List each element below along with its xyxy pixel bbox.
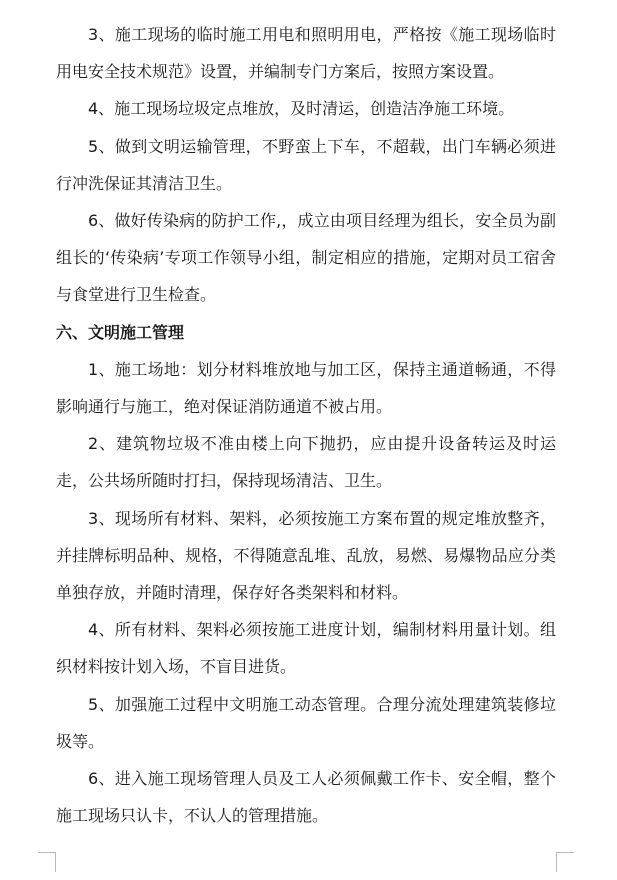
paragraph-civil-2-waste: 2、建筑物垃圾不准由楼上向下抛扔，应由提升设备转运及时运走，公共场所随时打扫，保持现场清洁、卫生。	[56, 434, 556, 491]
margin-corner-mark-right	[556, 852, 574, 853]
section-heading: 六、文明施工管理	[56, 322, 185, 342]
paragraph-civil-6-badge: 6、进入施工现场管理人员及工人必须佩戴工作卡、安全帽，整个施工现场只认卡，不认人的管理措施。	[56, 769, 556, 826]
paragraph-item-4-garbage: 4、施工现场垃圾定点堆放，及时清运，创造洁净施工环境。	[88, 99, 515, 119]
margin-corner-mark-left-vertical	[55, 852, 56, 872]
margin-corner-mark-right-vertical	[556, 852, 557, 872]
paragraph-civil-1-site: 1、施工场地：划分材料堆放地与加工区，保持主通道畅通，不得影响通行与施工，绝对保证消防通道不被占用。	[56, 359, 556, 417]
paragraph-item-6-epidemic: 6、做好传染病的防护工作,，成立由项目经理为组长，安全员为副组长的‘传染病’专项工作领导小组，制定相应的措施，定期对员工宿舍与食堂进行卫生检查。	[56, 211, 556, 305]
paragraph-civil-5-dynamic: 5、加强施工过程中文明施工动态管理。合理分流处理建筑装修垃圾等。	[56, 694, 556, 751]
paragraph-civil-3-materials: 3、现场所有材料、架料，必须按施工方案布置的规定堆放整齐，并挂牌标明品种、规格，不得随意乱堆、乱放，易燃、易爆物品应分类单独存放，并随时清理，保存好各类架料和材料。	[56, 508, 556, 603]
margin-corner-mark-left	[38, 852, 55, 853]
paragraph-civil-4-plan: 4、所有材料、架料必须按施工进度计划，编制材料用量计划。组织材料按计划入场，不盲目进货。	[56, 620, 556, 677]
paragraph-item-5-transport: 5、做到文明运输管理，不野蛮上下车，不超载，出门车辆必须进行冲洗保证其清洁卫生。	[56, 136, 556, 193]
paragraph-item-3-power: 3、施工现场的临时施工用电和照明用电，严格按《施工现场临时用电安全技术规范》设置，并编制专门方案后，按照方案设置。	[56, 25, 556, 82]
document-body	[56, 16, 556, 834]
